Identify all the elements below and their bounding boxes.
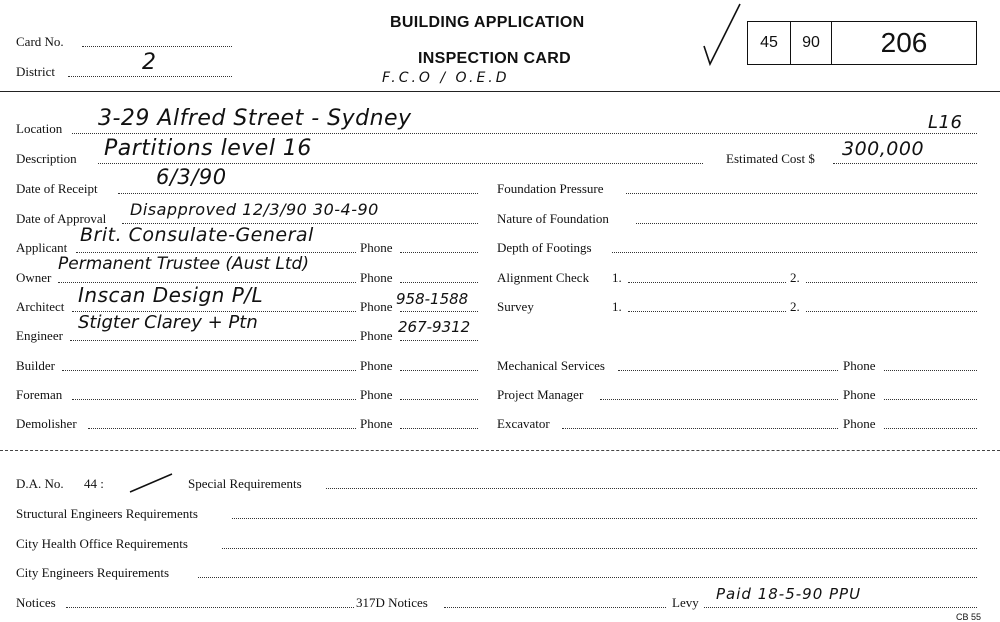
notices-317d-dots	[444, 607, 666, 608]
engineer-label: Engineer	[16, 328, 63, 343]
project-manager-phone-dots	[884, 399, 977, 400]
engineer-phone-dots	[400, 340, 478, 341]
estimated-cost-label: Estimated Cost $	[726, 151, 815, 166]
foreman-phone-dots	[400, 399, 478, 400]
mechanical-services-label: Mechanical Services	[497, 358, 605, 373]
applicant-phone-dots	[400, 252, 478, 253]
project-manager-dots	[600, 399, 838, 400]
da-no-label: D.A. No.	[16, 476, 64, 491]
builder-label: Builder	[16, 358, 55, 373]
survey-dots-2	[806, 311, 977, 312]
engineer-phone-value: 267-9312	[398, 318, 471, 336]
estimated-cost-value: 300,000	[842, 138, 925, 160]
card-no-label: Card No.	[16, 34, 64, 49]
district-dots	[68, 76, 232, 77]
depth-of-footings-dots	[612, 252, 977, 253]
district-label: District	[16, 64, 55, 79]
description-dots	[98, 163, 703, 164]
date-of-receipt-value: 6/3/90	[156, 165, 227, 189]
survey-num-1: 1.	[612, 299, 622, 314]
project-manager-label: Project Manager	[497, 387, 584, 402]
engineers-label: City Engineers Requirements	[16, 565, 170, 580]
description-label: Description	[16, 151, 77, 166]
location-value: 3-29 Alfred Street - Sydney	[98, 106, 412, 131]
date-of-approval-label: Date of Approval	[16, 211, 107, 226]
architect-label: Architect	[16, 299, 65, 314]
levy-label: Levy	[672, 595, 699, 610]
engineer-phone-label: Phone	[360, 328, 393, 343]
alignment-check-dots-1	[628, 282, 786, 283]
ref-box-1: 45	[748, 22, 791, 64]
location-dots	[72, 133, 977, 134]
architect-phone-dots	[400, 311, 478, 312]
structural-dots	[232, 518, 977, 519]
notices-dots	[66, 607, 354, 608]
survey-dots-1	[628, 311, 786, 312]
owner-label: Owner	[16, 270, 52, 285]
foundation-pressure-label: Foundation Pressure	[497, 181, 604, 196]
special-requirements-label: Special Requirements	[188, 476, 302, 491]
applicant-phone-label: Phone	[360, 240, 393, 255]
location-level: L16	[928, 112, 963, 133]
foreman-label: Foreman	[16, 387, 63, 402]
form-code: CB 55	[956, 612, 982, 622]
owner-phone-dots	[400, 282, 478, 283]
demolisher-phone-label: Phone	[360, 416, 393, 431]
excavator-dots	[562, 428, 838, 429]
alignment-check-num-2: 2.	[790, 270, 800, 285]
alignment-check-num-1: 1.	[612, 270, 622, 285]
demolisher-phone-dots	[400, 428, 478, 429]
mechanical-services-dots	[618, 370, 838, 371]
architect-phone-value: 958-1588	[396, 290, 469, 308]
levy-value: Paid 18-5-90 PPU	[716, 585, 862, 603]
alignment-check-dots-2	[806, 282, 977, 283]
levy-dots	[704, 607, 977, 608]
builder-phone-dots	[400, 370, 478, 371]
builder-phone-label: Phone	[360, 358, 393, 373]
foundation-pressure-dots	[626, 193, 977, 194]
engineer-dots	[70, 340, 356, 341]
survey-num-2: 2.	[790, 299, 800, 314]
architect-value: Inscan Design P/L	[78, 283, 264, 307]
title-line1: BUILDING APPLICATION	[390, 14, 585, 31]
demolisher-label: Demolisher	[16, 416, 77, 431]
check-mark-icon	[700, 0, 745, 72]
da-no-dash-mark-icon	[128, 470, 176, 496]
date-of-receipt-dots	[118, 193, 478, 194]
applicant-label: Applicant	[16, 240, 68, 255]
health-label: City Health Office Requirements	[16, 536, 188, 551]
survey-label: Survey	[497, 299, 534, 314]
title-line2: INSPECTION CARD	[418, 50, 571, 67]
project-manager-phone-label: Phone	[843, 387, 876, 402]
applicant-dots	[76, 252, 356, 253]
owner-value: Permanent Trustee (Aust Ltd)	[58, 254, 309, 274]
demolisher-dots	[88, 428, 356, 429]
special-requirements-dots	[326, 488, 977, 489]
notices-317d-label: 317D Notices	[356, 595, 428, 610]
date-of-receipt-label: Date of Receipt	[16, 181, 98, 196]
card-no-dots	[82, 46, 232, 47]
architect-phone-label: Phone	[360, 299, 393, 314]
mechanical-phone-label: Phone	[843, 358, 876, 373]
foreman-dots	[72, 399, 356, 400]
description-value: Partitions level 16	[104, 136, 312, 161]
alignment-check-label: Alignment Check	[497, 270, 590, 285]
reference-box	[747, 21, 977, 65]
section-divider	[0, 450, 1000, 451]
nature-of-foundation-label: Nature of Foundation	[497, 211, 609, 226]
excavator-phone-label: Phone	[843, 416, 876, 431]
foreman-phone-label: Phone	[360, 387, 393, 402]
notices-label: Notices	[16, 595, 56, 610]
da-no-value: 44 :	[84, 476, 104, 491]
excavator-label: Excavator	[497, 416, 550, 431]
nature-of-foundation-dots	[636, 223, 977, 224]
owner-phone-label: Phone	[360, 270, 393, 285]
estimated-cost-dots	[833, 163, 977, 164]
date-of-approval-value: Disapproved 12/3/90 30-4-90	[130, 200, 379, 219]
engineer-value: Stigter Clarey + Ptn	[78, 312, 258, 333]
ref-box-2: 90	[791, 22, 832, 64]
header-divider	[0, 91, 1000, 92]
builder-dots	[62, 370, 356, 371]
mechanical-phone-dots	[884, 370, 977, 371]
structural-label: Structural Engineers Requirements	[16, 506, 198, 521]
district-value: 2	[142, 50, 157, 75]
depth-of-footings-label: Depth of Footings	[497, 240, 592, 255]
applicant-value: Brit. Consulate-General	[80, 224, 314, 246]
engineers-dots	[198, 577, 977, 578]
health-dots	[222, 548, 977, 549]
location-label: Location	[16, 121, 63, 136]
excavator-phone-dots	[884, 428, 977, 429]
handwritten-note: F.C.O / O.E.D	[382, 70, 510, 86]
ref-box-3: 206	[880, 27, 928, 58]
